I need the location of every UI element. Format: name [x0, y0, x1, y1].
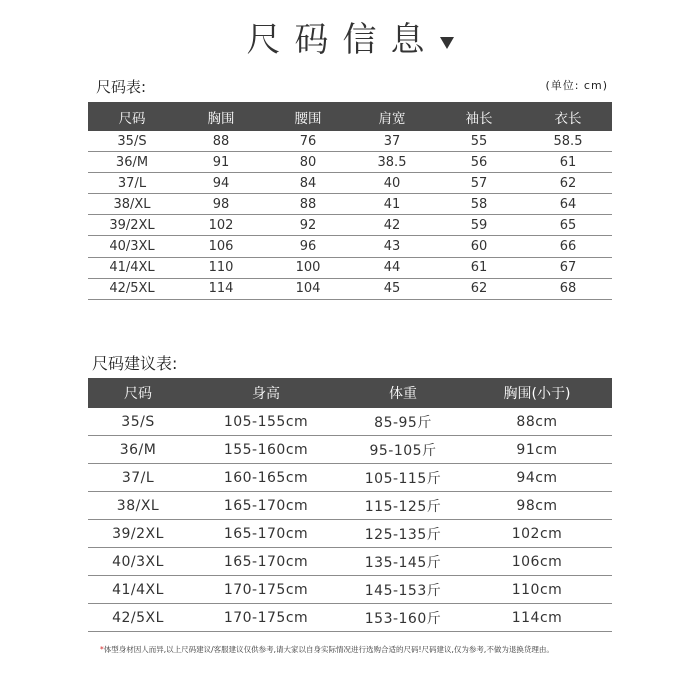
table-cell: 56	[470, 154, 488, 170]
table-cell: 91cm	[516, 441, 558, 458]
header-cell-height: 身高	[252, 386, 280, 402]
table-cell: 55	[470, 133, 488, 149]
table-cell: 38.5	[377, 154, 407, 170]
table-cell: 61	[470, 260, 488, 276]
size-table-header-row	[88, 102, 612, 131]
table-cell: 37/L	[117, 175, 147, 191]
table-row	[88, 131, 612, 152]
table-row	[88, 258, 612, 279]
table-cell: 38/XL	[113, 196, 151, 212]
header-cell-shoulder: 肩宽	[378, 110, 406, 127]
size-table-heading: 尺码表:	[96, 78, 147, 96]
table-cell: 88cm	[516, 413, 558, 430]
table-row	[88, 173, 612, 194]
table-cell: 76	[299, 133, 317, 149]
table-cell: 37/L	[121, 469, 155, 486]
suggest-table-header-row	[88, 378, 612, 408]
table-cell: 44	[383, 260, 401, 276]
table-cell: 114cm	[511, 609, 563, 626]
table-row	[88, 520, 612, 548]
table-cell: 91	[212, 154, 230, 170]
table-cell: 114	[208, 281, 234, 297]
suggest-table-heading: 尺码建议表:	[92, 354, 178, 373]
table-row	[88, 408, 612, 436]
table-cell: 41/4XL	[109, 260, 155, 276]
table-cell: 92	[299, 217, 317, 233]
table-cell: 36/M	[115, 154, 149, 170]
table-row	[88, 548, 612, 576]
header-cell-length: 衣长	[554, 110, 582, 127]
footnote-star: *	[100, 645, 104, 654]
table-cell: 96	[299, 239, 317, 255]
table-row	[88, 152, 612, 173]
header-cell-chest-max: 胸围(小于)	[503, 386, 571, 402]
table-cell: 68	[559, 281, 577, 297]
size-table	[88, 102, 612, 300]
table-cell: 36/M	[119, 441, 157, 458]
table-cell: 35/S	[121, 413, 155, 430]
table-cell: 110cm	[511, 581, 563, 598]
table-cell: 39/2XL	[112, 525, 164, 542]
table-cell: 98	[212, 196, 230, 212]
table-cell: 106cm	[511, 553, 563, 570]
table-cell: 110	[208, 260, 234, 276]
table-cell: 105-115斤	[364, 470, 442, 487]
table-cell: 102	[208, 217, 234, 233]
table-cell: 80	[299, 154, 317, 170]
table-cell: 38/XL	[116, 497, 160, 514]
table-cell: 165-170cm	[223, 553, 309, 570]
table-cell: 42	[383, 217, 401, 233]
table-cell: 88	[299, 196, 317, 212]
table-cell: 170-175cm	[223, 581, 309, 598]
table-cell: 85-95斤	[374, 414, 432, 431]
suggest-table-body	[88, 408, 612, 632]
table-cell: 115-125斤	[364, 498, 442, 515]
table-cell: 95-105斤	[369, 442, 437, 459]
table-cell: 165-170cm	[223, 497, 309, 514]
table-cell: 37	[383, 133, 401, 149]
footnote	[100, 644, 600, 655]
table-cell: 98cm	[516, 497, 558, 514]
table-row	[88, 576, 612, 604]
header-cell-weight: 体重	[389, 386, 417, 402]
table-cell: 61	[559, 154, 577, 170]
table-cell: 84	[299, 175, 317, 191]
suggest-table	[88, 378, 612, 632]
table-cell: 40/3XL	[109, 239, 155, 255]
unit-note: (单位: cm)	[545, 79, 608, 92]
header-cell-waist: 腰围	[294, 110, 322, 127]
table-cell: 135-145斤	[364, 554, 442, 571]
table-cell: 160-165cm	[223, 469, 309, 486]
table-cell: 105-155cm	[223, 413, 309, 430]
table-row	[88, 215, 612, 236]
triangle-down-icon	[440, 37, 454, 49]
table-cell: 94	[212, 175, 230, 191]
table-cell: 104	[295, 281, 321, 297]
table-cell: 100	[295, 260, 321, 276]
size-table-body	[88, 131, 612, 300]
table-cell: 59	[470, 217, 488, 233]
footnote-text: 体型身材因人而异,以上尺码建议/客服建议仅供参考,请大家以自身实际情况进行选购合适的尺码!尺码建议,仅为参考,不做为退换货理由。	[103, 645, 554, 654]
table-row	[88, 236, 612, 257]
table-cell: 66	[559, 239, 577, 255]
table-cell: 41	[383, 196, 401, 212]
table-row	[88, 279, 612, 300]
table-cell: 60	[470, 239, 488, 255]
table-cell: 67	[559, 260, 577, 276]
table-cell: 94cm	[516, 469, 558, 486]
header-cell-sleeve: 袖长	[465, 110, 493, 127]
table-cell: 57	[470, 175, 488, 191]
table-cell: 155-160cm	[223, 441, 309, 458]
table-cell: 65	[559, 217, 577, 233]
table-cell: 58.5	[553, 133, 583, 149]
table-cell: 42/5XL	[109, 281, 155, 297]
page-title-area	[0, 14, 700, 66]
header-cell-size: 尺码	[124, 386, 152, 402]
table-cell: 58	[470, 196, 488, 212]
page-title: 尺码信息	[246, 20, 439, 60]
table-cell: 106	[208, 239, 234, 255]
header-cell-chest: 胸围	[207, 110, 235, 127]
table-cell: 102cm	[511, 525, 563, 542]
table-cell: 35/S	[117, 133, 147, 149]
table-cell: 45	[383, 281, 401, 297]
table-cell: 64	[559, 196, 577, 212]
table-cell: 62	[559, 175, 577, 191]
table-cell: 125-135斤	[364, 526, 442, 543]
table-row	[88, 436, 612, 464]
table-row	[88, 492, 612, 520]
table-cell: 165-170cm	[223, 525, 309, 542]
table-cell: 40	[383, 175, 401, 191]
table-cell: 145-153斤	[364, 582, 442, 599]
table-cell: 39/2XL	[109, 217, 155, 233]
table-cell: 170-175cm	[223, 609, 309, 626]
table-row	[88, 464, 612, 492]
table-cell: 62	[470, 281, 488, 297]
table-row	[88, 194, 612, 215]
table-cell: 153-160斤	[364, 610, 442, 627]
table-cell: 43	[383, 239, 401, 255]
header-cell-size: 尺码	[118, 110, 146, 127]
table-cell: 42/5XL	[112, 609, 164, 626]
table-cell: 40/3XL	[112, 553, 164, 570]
table-row	[88, 604, 612, 632]
table-cell: 88	[212, 133, 230, 149]
table-cell: 41/4XL	[112, 581, 164, 598]
